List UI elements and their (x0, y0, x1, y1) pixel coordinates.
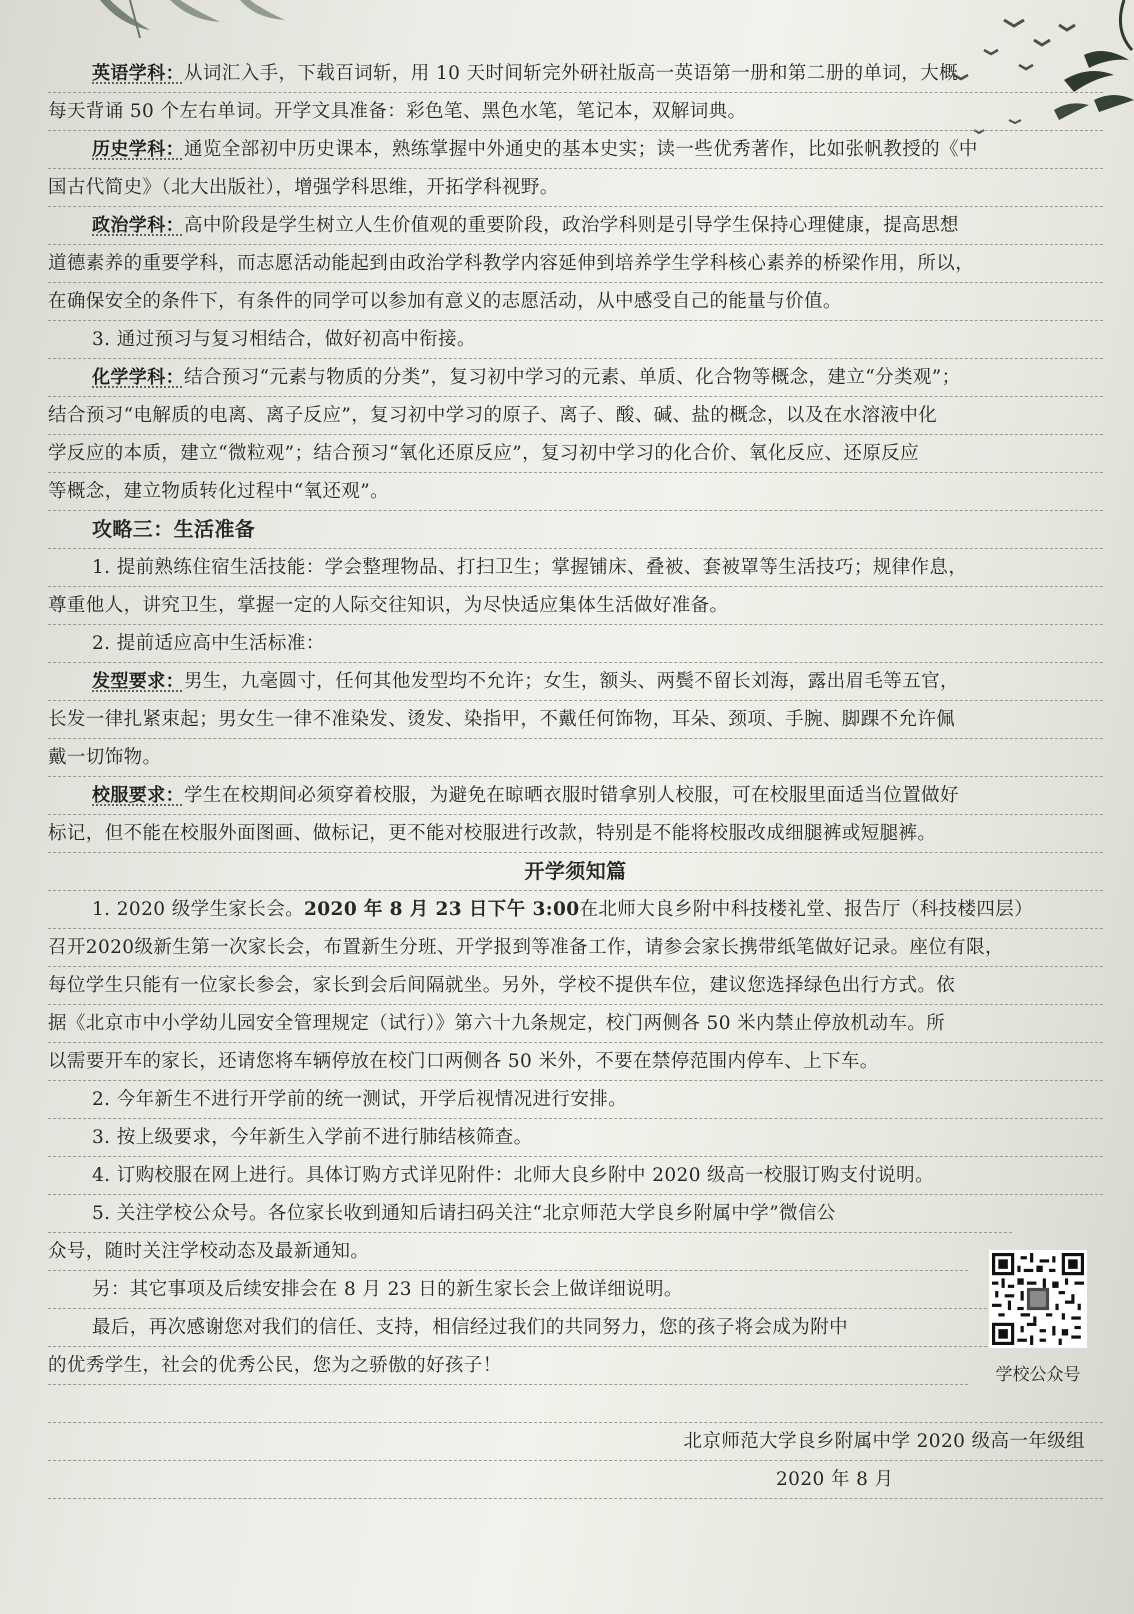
politics-line-3: 在确保安全的条件下，有条件的同学可以参加有意义的志愿活动，从中感受自己的能量与价值。 (48, 283, 1103, 321)
notice-item1-line3: 每位学生只能有一位家长参会，家长到会后间隔就坐。另外，学校不提供车位，建议您选择绿色出行方式。依 (48, 967, 1103, 1005)
history-label: 历史学科： (92, 139, 184, 160)
politics-line-1: 政治学科：高中阶段是学生树立人生价值观的重要阶段，政治学科则是引导学生保持心理健康，提高思想 (48, 207, 1103, 245)
politics-line-2: 道德素养的重要学科，而志愿活动能起到由政治学科教学内容延伸到培养学生学科核心素养的桥梁作用，所以， (48, 245, 1103, 283)
chemistry-line-1: 化学学科：结合预习“元素与物质的分类”，复习初中学习的元素、单质、化合物等概念，建立“分类观”； (48, 359, 1103, 397)
notice-item1-line2: 召开2020级新生第一次家长会，布置新生分班、开学报到等准备工作，请参会家长携带纸笔做好记录。座位有限， (48, 929, 1103, 967)
notice-item3: 3. 按上级要求，今年新生入学前不进行肺结核筛查。 (48, 1119, 1103, 1157)
notice-final-line1: 最后，再次感谢您对我们的信任、支持，相信经过我们的共同努力，您的孩子将会成为附中 (48, 1309, 1012, 1347)
chemistry-line-3: 学反应的本质，建立“微粒观”；结合预习“氧化还原反应”，复习初中学习的化合价、氧化反应、还原反应 (48, 435, 1103, 473)
uniform-line-2: 标记，但不能在校服外面图画、做标记，更不能对校服进行改款，特别是不能将校服改成细腿裤或短腿裤。 (48, 815, 1103, 853)
notice-item1-line1: 1. 2020 级学生家长会。2020 年 8 月 23 日下午 3:00在北师大良乡附中科技楼礼堂、报告厅（科技楼四层） (48, 891, 1103, 929)
signature-org: 北京师范大学良乡附属中学 2020 级高一年级组 (48, 1423, 1103, 1461)
uniform-label: 校服要求： (92, 785, 184, 806)
qr-code-label: 学校公众号 (995, 1365, 1081, 1385)
english-label: 英语学科： (92, 63, 184, 84)
strategy3-item2: 2. 提前适应高中生活标准： (48, 625, 1103, 663)
strategy3-item1-line2: 尊重他人，讲究卫生，掌握一定的人际交往知识，为尽快适应集体生活做好准备。 (48, 587, 1103, 625)
notice-other: 另：其它事项及后续安排会在 8 月 23 日的新生家长会上做详细说明。 (48, 1271, 1012, 1309)
english-line-1: 英语学科：从词汇入手，下载百词斩，用 10 天时间斩完外研社版高一英语第一册和第二册的单词，大概 (48, 55, 1103, 93)
hair-label: 发型要求： (92, 671, 184, 692)
document-body (48, 55, 1103, 1499)
notice-item2: 2. 今年新生不进行开学前的统一测试，开学后视情况进行安排。 (48, 1081, 1103, 1119)
notice-item5-line2: 众号，随时关注学校动态及最新通知。 (48, 1233, 968, 1271)
history-line-1: 历史学科：通览全部初中历史课本，熟练掌握中外通史的基本史实；读一些优秀著作，比如张帆教授的《中 (48, 131, 1103, 169)
chemistry-line-2: 结合预习“电解质的电离、离子反应”，复习初中学习的原子、离子、酸、碱、盐的概念，以及在水溶液中化 (48, 397, 1103, 435)
notice-item5-line1: 5. 关注学校公众号。各位家长收到通知后请扫码关注“北京师范大学良乡附属中学”微信公 (48, 1195, 1012, 1233)
notice-item1-line5: 以需要开车的家长，还请您将车辆停放在校门口两侧各 50 米外，不要在禁停范围内停车、上下车。 (48, 1043, 1103, 1081)
notice-item1-line4: 据《北京市中小学幼儿园安全管理规定（试行）》第六十九条规定，校门两侧各 50 米内禁止停放机动车。所 (48, 1005, 1103, 1043)
notice-item4: 4. 订购校服在网上进行。具体订购方式详见附件：北师大良乡附中 2020 级高一校服订购支付说明。 (48, 1157, 1103, 1195)
hair-line-2: 长发一律扎紧束起；男女生一律不准染发、烫发、染指甲，不戴任何饰物，耳朵、颈项、手腕、脚踝不允许佩 (48, 701, 1103, 739)
item-3: 3. 通过预习与复习相结合，做好初高中衔接。 (48, 321, 1103, 359)
meeting-time: 2020 年 8 月 23 日下午 3:00 (304, 899, 580, 920)
strategy3-title: 攻略三：生活准备 (48, 511, 1103, 549)
hair-line-1: 发型要求：男生，九毫圆寸，任何其他发型均不允许；女生，额头、两鬓不留长刘海，露出眉毛等五官， (48, 663, 1103, 701)
history-line-2: 国古代简史》（北大出版社），增强学科思维，开拓学科视野。 (48, 169, 1103, 207)
chemistry-line-4: 等概念，建立物质转化过程中“氧还观”。 (48, 473, 1103, 511)
uniform-line-1: 校服要求：学生在校期间必须穿着校服，为避免在晾晒衣服时错拿别人校服，可在校服里面适当位置做好 (48, 777, 1103, 815)
chemistry-label: 化学学科： (92, 367, 184, 388)
bamboo-leaves-decoration (80, 0, 300, 40)
notice-final-line2: 的优秀学生，社会的优秀公民，您为之骄傲的好孩子！ (48, 1347, 968, 1385)
blank-line (48, 1385, 1103, 1423)
strategy3-item1-line1: 1. 提前熟练住宿生活技能：学会整理物品、打扫卫生；掌握铺床、叠被、套被罩等生活技巧；规律作息， (48, 549, 1103, 587)
signature-date: 2020 年 8 月 (48, 1461, 1103, 1499)
politics-label: 政治学科： (92, 215, 184, 236)
notice-title: 开学须知篇 (48, 853, 1103, 891)
hair-line-3: 戴一切饰物。 (48, 739, 1103, 777)
qr-code-image[interactable] (989, 1250, 1087, 1348)
qr-code-block (988, 1250, 1088, 1385)
english-line-2: 每天背诵 50 个左右单词。开学文具准备：彩色笔、黑色水笔，笔记本，双解词典。 (48, 93, 1103, 131)
